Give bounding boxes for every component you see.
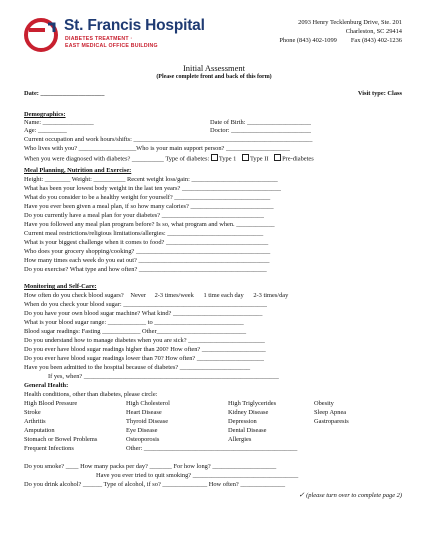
type2-label: Type II <box>249 155 269 163</box>
machine-field[interactable]: Do you have your own blood sugar machine? What kind? ____________________________ <box>24 310 263 317</box>
general-health-heading: General Health: <box>24 382 69 389</box>
hospital-subtitle-1: DIABETES TREATMENT · <box>65 36 133 42</box>
lowest-weight-field[interactable]: What has been your lowest body weight in the last ten years? _______________________________ <box>24 185 282 192</box>
admitted-field[interactable]: Have you been admitted to the hospital because of diabetes? ______________________ <box>24 364 251 371</box>
check-frequency-label: How often do you check blood sugars? <box>24 292 124 299</box>
type1-checkbox[interactable] <box>211 154 218 161</box>
condition-eye-disease[interactable]: Eye Disease <box>126 427 158 434</box>
date-field[interactable]: Date: ____________________ <box>24 90 105 97</box>
readings-field[interactable]: Blood sugar readings: Fasting ____________ Other____________________________ <box>24 328 247 335</box>
condition-amputation[interactable]: Amputation <box>24 427 55 434</box>
freq-option-never[interactable]: Never <box>130 292 146 299</box>
form-title: Initial Assessment <box>182 63 246 73</box>
condition-allergies[interactable]: Allergies <box>228 436 252 443</box>
condition-high-blood-pressure[interactable]: High Blood Pressure <box>24 400 78 407</box>
hospital-name: St. Francis Hospital <box>64 17 205 34</box>
hospital-logo <box>24 16 204 56</box>
quit-smoking-field[interactable]: Have you ever tried to quit smoking? _________________________________ <box>96 472 299 479</box>
conditions-intro: Health conditions, other than diabetes, please circle: <box>24 391 158 398</box>
condition-frequent-infections[interactable]: Frequent Infections <box>24 445 74 452</box>
address-line-1: 2093 Henry Tecklenburg Drive, Ste. 201 <box>298 19 402 26</box>
prediabetes-label: Pre-diabetes <box>282 155 314 163</box>
lives-with-field[interactable]: Who lives with you? __________________Who is your main support person? ____________________ <box>24 145 290 152</box>
range-field[interactable]: What is your blood sugar range: ____________ to ____________________________ <box>24 319 244 326</box>
condition-obesity[interactable]: Obesity <box>314 400 334 407</box>
followed-plan-field[interactable]: Have you followed any meal plan program before? Is so, what program and when. ____________ <box>24 221 275 228</box>
freq-option-daily[interactable]: 1 time each day <box>203 292 244 299</box>
given-plan-field[interactable]: Have you ever been given a meal plan, if so how many calories? __________________________ <box>24 203 274 210</box>
hospital-subtitle-2: EAST MEDICAL OFFICE BUILDING <box>65 42 158 49</box>
alcohol-field[interactable]: Do you drink alcohol? ______ Type of alcohol, if so? ______________ How often? ______________ <box>24 481 286 488</box>
diagnosed-field[interactable]: When you were diagnosed with diabetes? __________ Type of diabetes: <box>24 155 210 163</box>
meal-heading: Meal Planning, Nutrition and Exercise: <box>24 167 132 174</box>
freq-option-weekly[interactable]: 2-3 times/week <box>154 292 194 299</box>
current-plan-field[interactable]: Do you currently have a meal plan for your diabetes? ________________________________ <box>24 212 264 219</box>
condition-high-cholesterol[interactable]: High Cholesterol <box>126 400 170 407</box>
age-field[interactable]: Age: _________ <box>24 127 67 134</box>
condition-thyroid-disease[interactable]: Thyroid Disease <box>126 418 169 425</box>
doctor-field[interactable]: Doctor: _________________________ <box>210 127 312 134</box>
condition-kidney-disease[interactable]: Kidney Disease <box>228 409 269 416</box>
contact-line <box>279 37 402 44</box>
condition-heart-disease[interactable]: Heart Disease <box>126 409 162 416</box>
condition-osteoporosis[interactable]: Osteoporosis <box>126 436 160 443</box>
when-check-field[interactable]: When do you check your blood sugar: _____________________________________________ <box>24 301 267 308</box>
phone-number: Phone (843) 402-1099 <box>279 37 337 44</box>
occupation-field[interactable]: Current occupation and work hours/shifts: ________________________________________________________ <box>24 136 313 143</box>
condition-stroke[interactable]: Stroke <box>24 409 41 416</box>
higher-field[interactable]: Do you ever have blood sugar readings higher than 200? How often? ____________________ <box>24 346 266 353</box>
eat-out-field[interactable]: How many times each week do you eat out? _________________________________________ <box>24 257 270 264</box>
address-line-2: Charleston, SC 29414 <box>345 28 402 35</box>
form-subtitle: (Please complete front and back of this form) <box>156 74 272 80</box>
turn-over-note <box>299 491 402 500</box>
visit-type: Visit type: Class <box>357 90 402 97</box>
height-weight-field[interactable]: Height: ________ Weight: __________ Recent weight loss/gain: ___________________________ <box>24 176 278 183</box>
monitoring-heading: Monitoring and Self-Care: <box>24 283 97 290</box>
demographics-heading: Demographics: <box>24 111 66 118</box>
fax-number: Fax (843) 402-1236 <box>350 37 402 44</box>
condition-dental-disease[interactable]: Dental Disease <box>228 427 267 434</box>
healthy-weight-field[interactable]: What do you consider to be a healthy weight for yourself? ______________________________ <box>24 194 271 201</box>
challenge-field[interactable]: What is your biggest challenge when it comes to food? ________________________________ <box>24 239 269 246</box>
if-yes-field[interactable]: If yes, when? _____________________________________________________________ <box>48 373 279 380</box>
name-field[interactable]: Name: ________________ <box>24 119 94 126</box>
hospital-logo-icon <box>24 18 60 52</box>
dob-field[interactable]: Date of Birth: ____________________ <box>210 119 311 126</box>
prediabetes-checkbox[interactable] <box>274 154 281 161</box>
restrictions-field[interactable]: Current meal restrictions/religious limitations/allergies: ______________________________ <box>24 230 264 237</box>
freq-option-several-daily[interactable]: 2-3 times/day <box>253 292 289 299</box>
type1-label: Type 1 <box>218 155 237 163</box>
check-frequency-row <box>24 292 288 300</box>
condition-arthritis[interactable]: Arthritis <box>24 418 46 425</box>
checkmark-icon: ✓ <box>298 491 305 499</box>
smoke-field[interactable]: Do you smoke? ____ How many packs per day? _______ For how long? ____________________ <box>24 463 277 470</box>
type2-checkbox[interactable] <box>242 154 249 161</box>
condition-depression[interactable]: Depression <box>228 418 257 425</box>
shopping-field[interactable]: Who does your grocery shopping/cooking? __________________________________________ <box>24 248 271 255</box>
condition-gastroparesis[interactable]: Gastroparesis <box>314 418 349 425</box>
lower-field[interactable]: Do you ever have blood sugar readings lower than 70? How often? _____________________ <box>24 355 264 362</box>
condition-stomach-bowel[interactable]: Stomach or Bowel Problems <box>24 436 98 443</box>
condition-sleep-apnea[interactable]: Sleep Apnea <box>314 409 347 416</box>
exercise-field[interactable]: Do you exercise? What type and how often? ________________________________________ <box>24 266 267 273</box>
condition-high-triglycerides[interactable]: High Triglycerides <box>228 400 277 407</box>
sick-field[interactable]: Do you understand how to manage diabetes when you are sick? ________________________ <box>24 337 265 344</box>
condition-other-field[interactable]: Other: ________________________________________________ <box>126 445 298 452</box>
diagnosis-row <box>24 154 314 164</box>
turn-over-text: (please turn over to complete page 2) <box>306 492 402 499</box>
